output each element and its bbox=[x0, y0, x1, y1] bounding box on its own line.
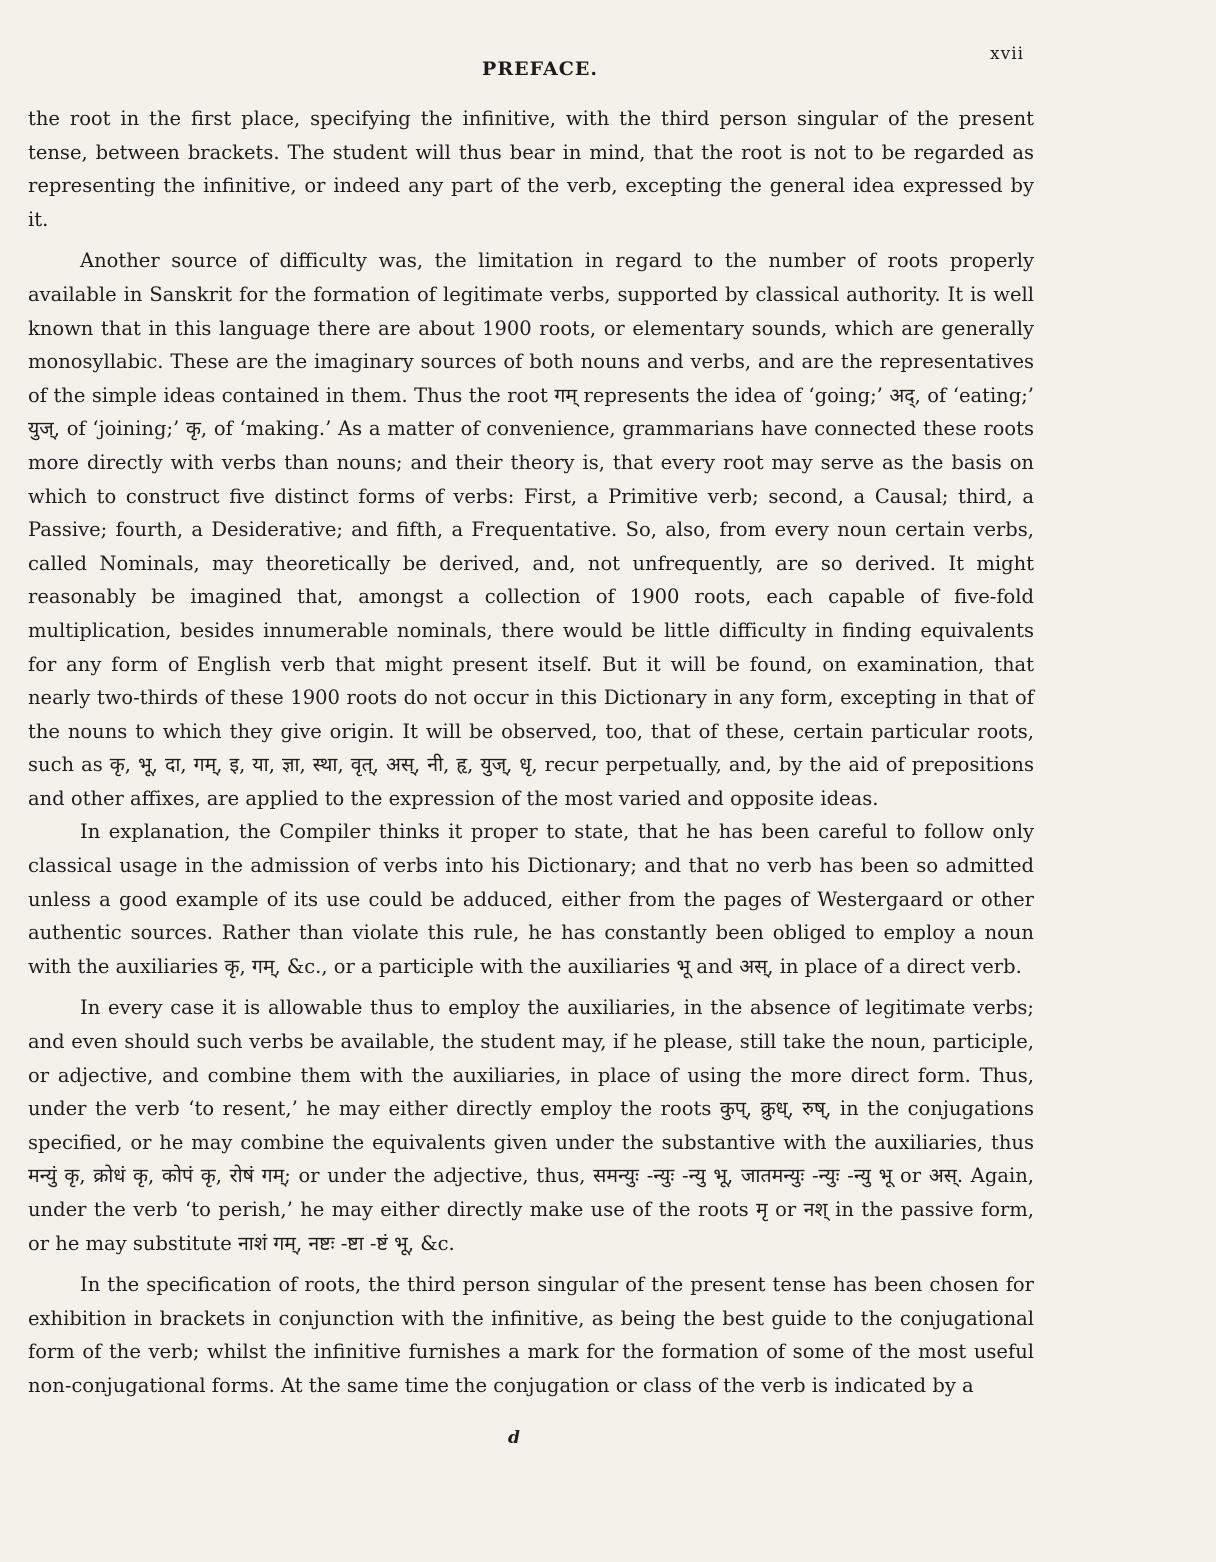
page-number: xvii bbox=[990, 44, 1025, 64]
paragraph: Another source of difficulty was, the limitation in regard to the number of roots properly available in Sanskrit for the formation of legitimate verbs, supported by classical authority. It is well known that in this language there are about 1900 roots, or elementary sounds, which are generally monosyllabic. These are the imaginary sources of both nouns and verbs, and are the representatives of the simple ideas contained in them. Thus the root गम् represents the idea of ‘going;’ अद्, of ‘eating;’ युज्, of ‘joining;’ कृ, of ‘making.’ As a matter of convenience, grammarians have connected these roots more directly with verbs than nouns; and their theory is, that every root may serve as the basis on which to construct five distinct forms of verbs: First, a Primitive verb; second, a Causal; third, a Passive; fourth, a Desiderative; and fifth, a Frequentative. So, also, from every noun certain verbs, called Nominals, may theoretically be derived, and, not unfrequently, are so derived. It might reasonably be imagined that, amongst a collection of 1900 roots, each capable of five-fold multiplication, besides innumerable nominals, there would be little difficulty in finding equivalents for any form of English verb that might present itself. But it will be found, on examination, that nearly two-thirds of these 1900 roots do not occur in this Dictionary in any form, excepting in that of the nouns to which they give origin. It will be observed, too, that of these, certain particular roots, such as कृ, भू, दा, गम्, इ, या, ज्ञा, स्था, वृत्, अस्, नी, हृ, युज्, धृ, recur perpetually, and, by the aid of prepositions and other affixes, are applied to the expression of the most varied and opposite ideas. bbox=[28, 249, 1034, 810]
page-title: PREFACE. bbox=[482, 58, 598, 80]
document-body bbox=[28, 102, 1034, 1403]
paragraph-continuation: the root in the first place, specifying the infinitive, with the third person singular of the present tense, between brackets. The student will thus bear in mind, that the root is not to be regarded as representing the infinitive, or indeed any part of the verb, excepting the general idea expressed by it. bbox=[28, 107, 1034, 231]
paragraph: In every case it is allowable thus to employ the auxiliaries, in the absence of legitimate verbs; and even should such verbs be available, the student may, if he please, still take the noun, participle, or adjective, and combine them with the auxiliaries, in place of using the more direct form. Thus, under the verb ‘to resent,’ he may either directly employ the roots कुप्, क्रुध्, रुष्, in the conjugations specified, or he may combine the equivalents given under the substantive with the auxiliaries, thus मन्युं कृ, क्रोधं कृ, कोपं कृ, रोषं गम्; or under the adjective, thus, समन्युः -न्युः -न्यु भू, जातमन्युः -न्युः -न्यु भू or अस्. Again, under the verb ‘to perish,’ he may either directly make use of the roots मृ or नश् in the passive form, or he may substitute नाशं गम्, नष्टः -ष्टा -ष्टं भू, &c. bbox=[28, 996, 1034, 1255]
paragraph: In explanation, the Compiler thinks it proper to state, that he has been careful to follow only classical usage in the admission of verbs into his Dictionary; and that no verb has been so admitted unless a good example of its use could be adduced, either from the pages of Westergaard or other authentic sources. Rather than violate this rule, he has constantly been obliged to employ a noun with the auxiliaries कृ, गम्, &c., or a participle with the auxiliaries भू and अस्, in place of a direct verb. bbox=[28, 820, 1034, 978]
signature-mark: d bbox=[508, 1428, 520, 1448]
paragraph: In the specification of roots, the third person singular of the present tense has been chosen for exhibition in brackets in conjunction with the infinitive, as being the best guide to the conjugational form of the verb; whilst the infinitive furnishes a mark for the formation of some of the most useful non-conjugational forms. At the same time the conjugation or class of the verb is indicated by a bbox=[28, 1273, 1034, 1397]
